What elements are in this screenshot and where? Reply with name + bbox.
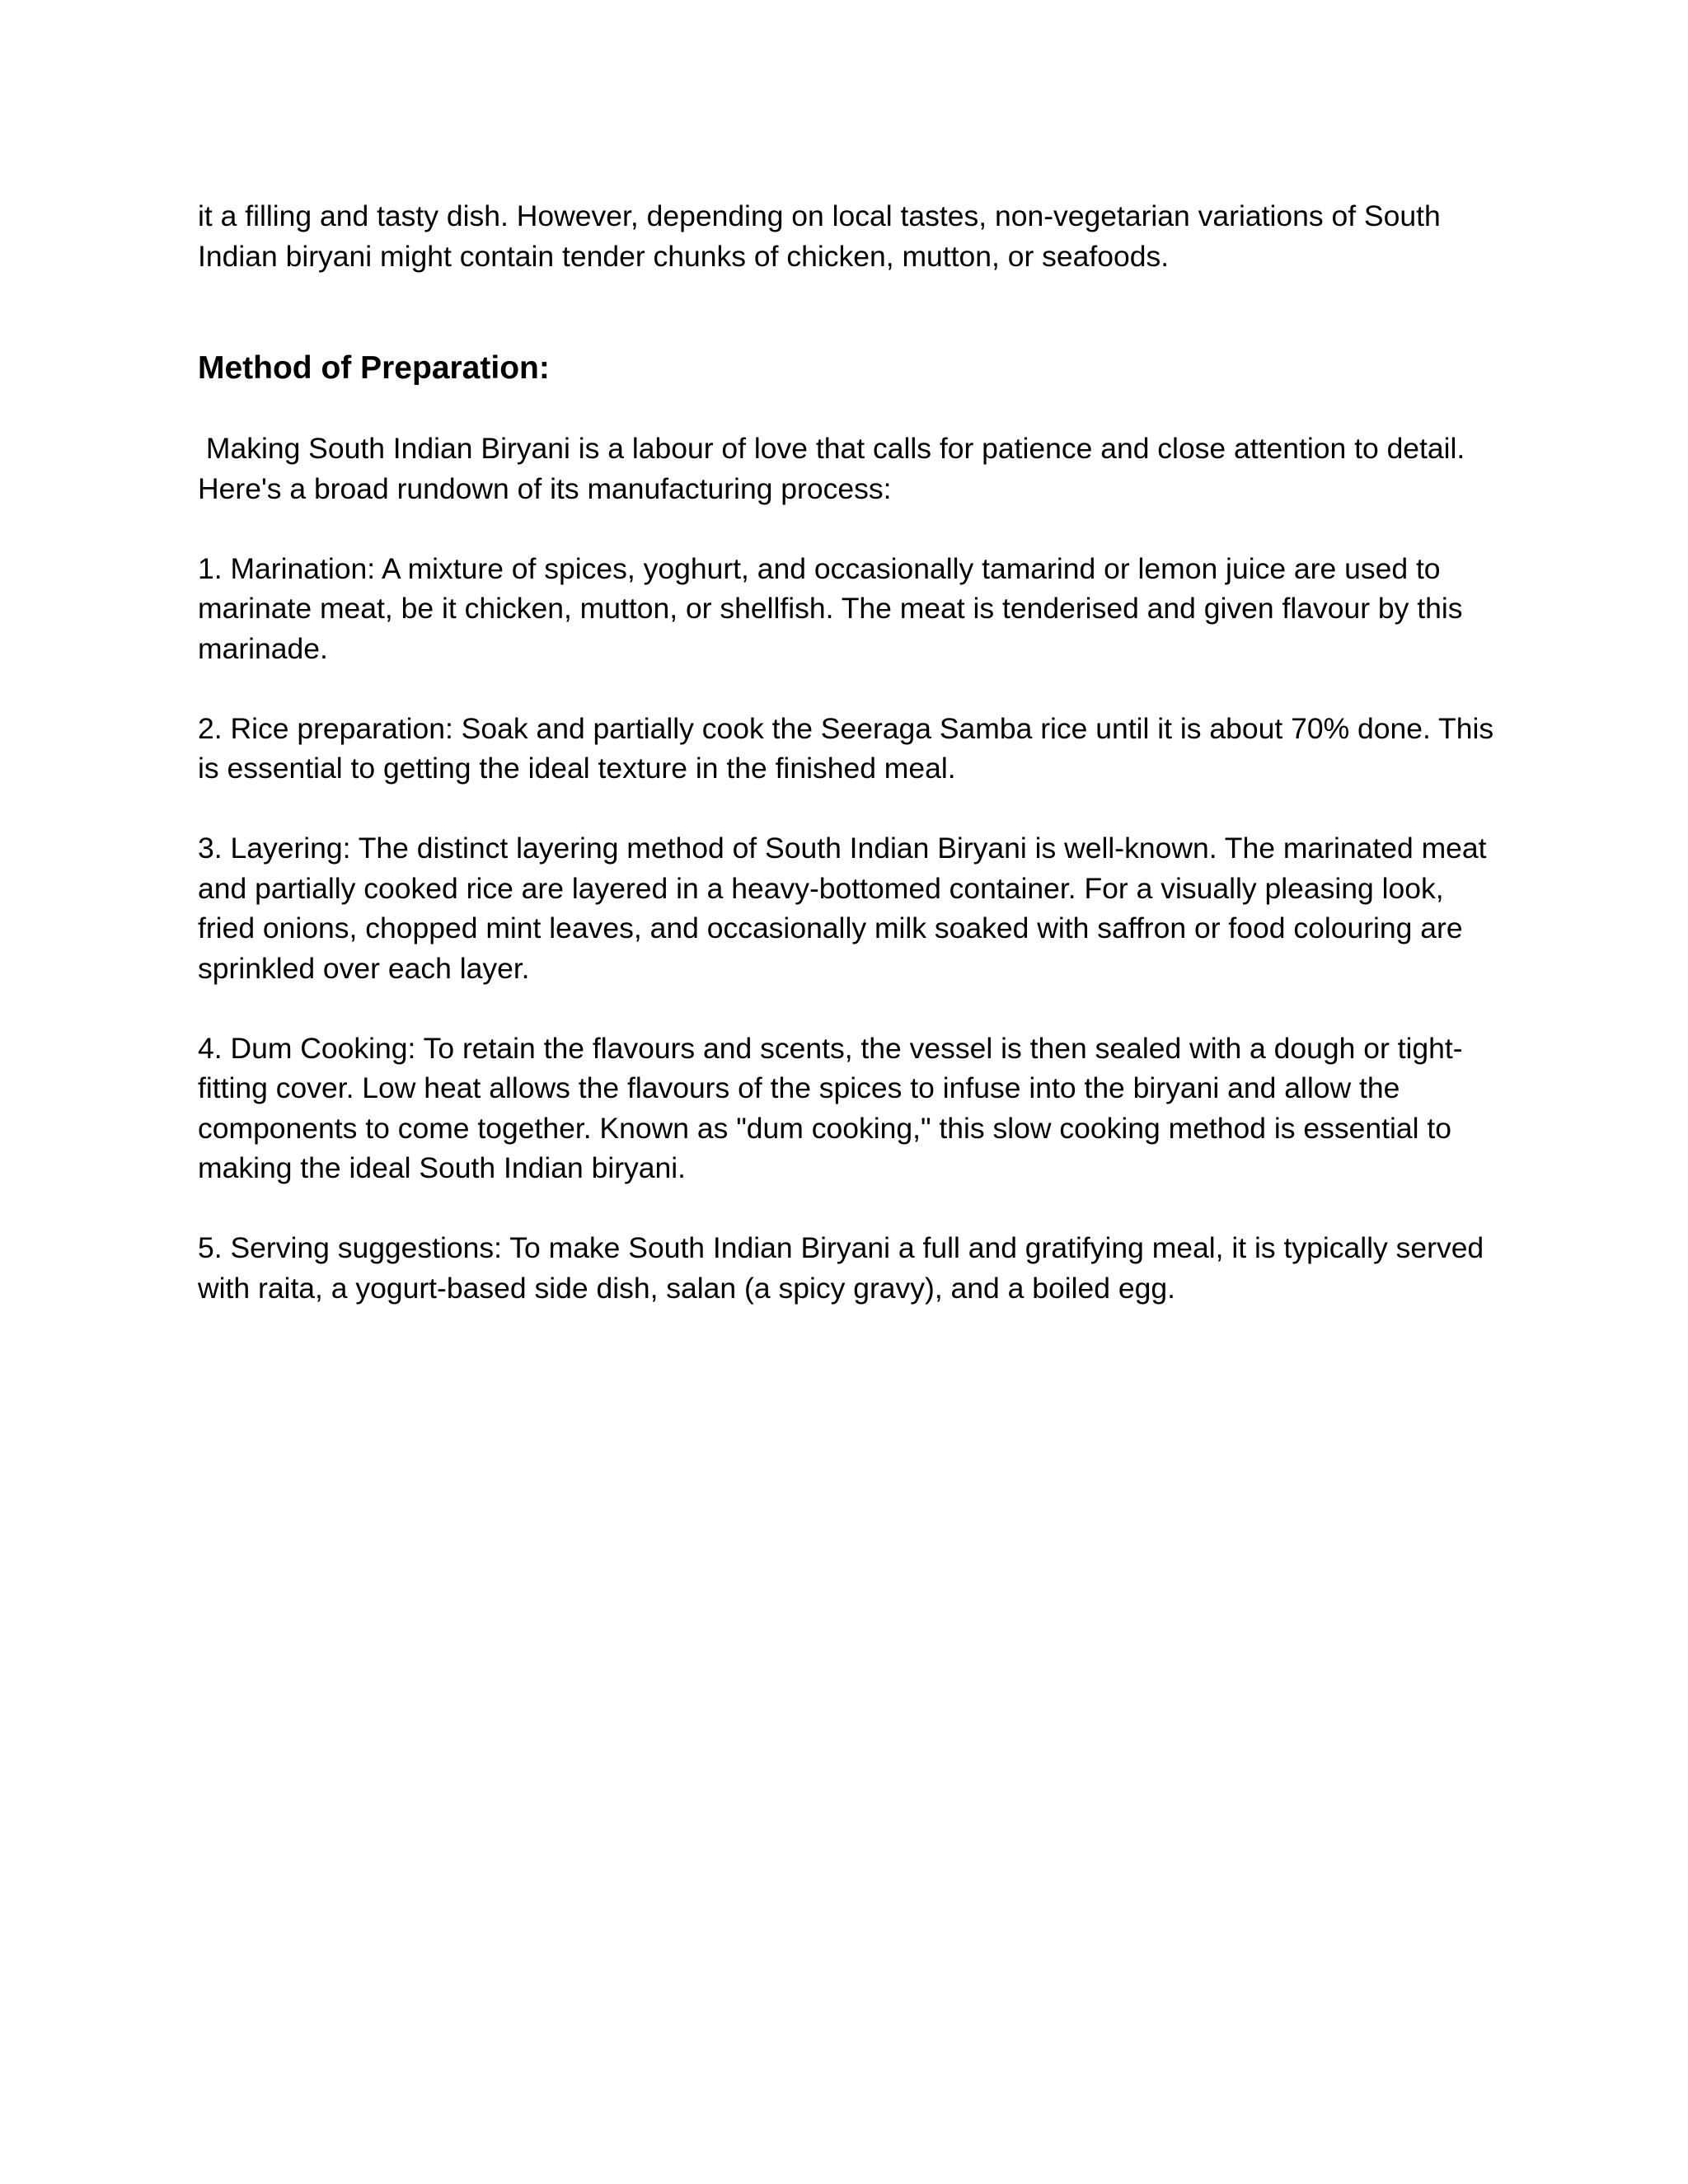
step-layering: 3. Layering: The distinct layering method of South Indian Biryani is well-known. The marinated meat and partially cooked rice are layered in a heavy-bottomed container. For a visually pleasing look, fried onions, chopped mint leaves, and occasionally milk soaked with saffron or food colouring are sprinkled over each layer.: [198, 832, 1495, 985]
section-intro-paragraph: Making South Indian Biryani is a labour of love that calls for patience and close attention to detail. Here's a broad rundown of its manufacturing process:: [198, 432, 1474, 505]
spacer: [198, 276, 1500, 347]
document-body: [198, 196, 1500, 1308]
spacer: [198, 390, 1500, 429]
section-heading: Method of Preparation:: [198, 350, 550, 386]
step-serving-suggestions: 5. Serving suggestions: To make South Indian Biryani a full and gratifying meal, it is typically served with raita, a yogurt-based side dish, salan (a spicy gravy), and a boiled egg.: [198, 1231, 1493, 1305]
spacer: [198, 509, 1500, 549]
spacer: [198, 668, 1500, 709]
spacer: [198, 1188, 1500, 1229]
step-rice-preparation: 2. Rice preparation: Soak and partially cook the Seeraga Samba rice until it is about 70% done. This is essential to getting the ideal texture in the finished meal.: [198, 711, 1502, 785]
step-dum-cooking: 4. Dum Cooking: To retain the flavours and scents, the vessel is then sealed with a dough or tight-fitting cover. Low heat allows the flavours of the spices to infuse into the biryani and allow the components to come together. Known as "dum cooking," this slow cooking method is essential to making the ideal South Indian biryani.: [198, 1031, 1463, 1184]
step-marination: 1. Marination: A mixture of spices, yoghurt, and occasionally tamarind or lemon juice are used to marinate meat, be it chicken, mutton, or shellfish. The meat is tenderised and given flavour by this marinade.: [198, 551, 1471, 665]
spacer: [198, 988, 1500, 1029]
spacer: [198, 789, 1500, 829]
intro-continuation-paragraph: it a filling and tasty dish. However, depending on local tastes, non-vegetarian variations of South Indian biryani might contain tender chunks of chicken, mutton, or seafoods.: [198, 199, 1449, 273]
